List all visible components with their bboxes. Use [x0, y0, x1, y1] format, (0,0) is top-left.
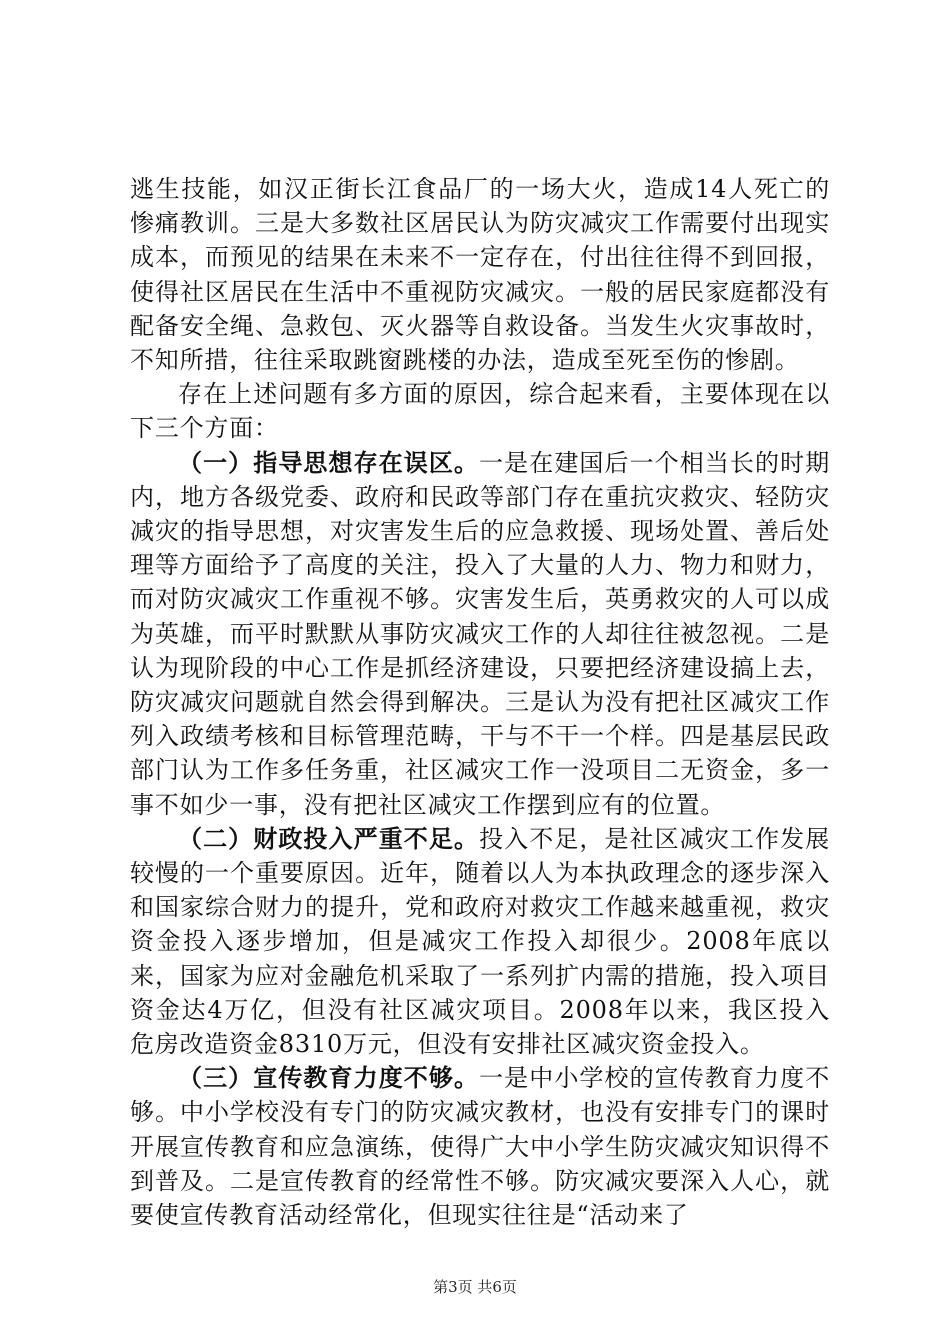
- page-footer: 第3页 共6页: [433, 1278, 517, 1296]
- section-2-text: 投入不足，是社区减灾工作发展较慢的一个重要原因。近年，随着以人为本执政理念的逐步深入和国家综合财力的提升，党和政府对救灾工作越来越重视，救灾资金投入逐步增加，但是减灾工作投入却很少。2008年底以来，国家为应对金融危机采取了一系列扩内需的措施，投入项目资金达4万亿，但没有社区减灾项目。2008年以来，我区投入危房改造资金8310万元，但没有安排社区减灾资金投入。: [130, 824, 830, 1059]
- section-1-paragraph: [130, 446, 830, 822]
- section-2-paragraph: [130, 822, 830, 1061]
- section-1-heading: （一）指导思想存在误区。: [178, 448, 480, 477]
- paragraph-1-text: 逃生技能，如汉正街长江食品厂的一场大火，造成14人死亡的惨痛教训。三是大多数社区居民认为防灾减灾工作需要付出现实成本，而预见的结果在未来不一定存在，付出往往得不到回报，使得社区居民在生活中不重视防灾减灾。一般的居民家庭都没有配备安全绳、急救包、灭火器等自救设备。当发生火灾事故时，不知所措，往往采取跳窗跳楼的办法，造成至死至伤的惨剧。: [130, 175, 830, 375]
- section-2-heading: （二）财政投入严重不足。: [178, 824, 480, 853]
- section-3-text: 一是中小学校的宣传教育力度不够。中小学校没有专门的防灾减灾教材，也没有安排专门的课时开展宣传教育和应急演练，使得广大中小学生防灾减灾知识得不到普及。二是宣传教育的经常性不够。防灾减灾要深入人心，就要使宣传教育活动经常化，但现实往往是“活动来了: [130, 1064, 830, 1230]
- paragraph-2-text: 存在上述问题有多方面的原因，综合起来看，主要体现在以下三个方面：: [130, 380, 830, 443]
- paragraph-2: [130, 377, 830, 445]
- section-3-heading: （三）宣传教育力度不够。: [178, 1064, 480, 1093]
- paragraph-1: [130, 172, 830, 377]
- section-3-paragraph: [130, 1061, 830, 1232]
- document-body: [130, 172, 830, 1232]
- section-1-text: 一是在建国后一个相当长的时期内，地方各级党委、政府和民政等部门存在重抗灾救灾、轻防灾减灾的指导思想，对灾害发生后的应急救援、现场处置、善后处理等方面给予了高度的关注，投入了大量的人力、物力和财力，而对防灾减灾工作重视不够。灾害发生后，英勇救灾的人可以成为英雄，而平时默默从事防灾减灾工作的人却往往被忽视。二是认为现阶段的中心工作是抓经济建设，只要把经济建设搞上去，防灾减灾问题就自然会得到解决。三是认为没有把社区减灾工作列入政绩考核和目标管理范畴，干与不干一个样。四是基层民政部门认为工作多任务重，社区减灾工作一没项目二无资金，多一事不如少一事，没有把社区减灾工作摆到应有的位置。: [130, 448, 830, 819]
